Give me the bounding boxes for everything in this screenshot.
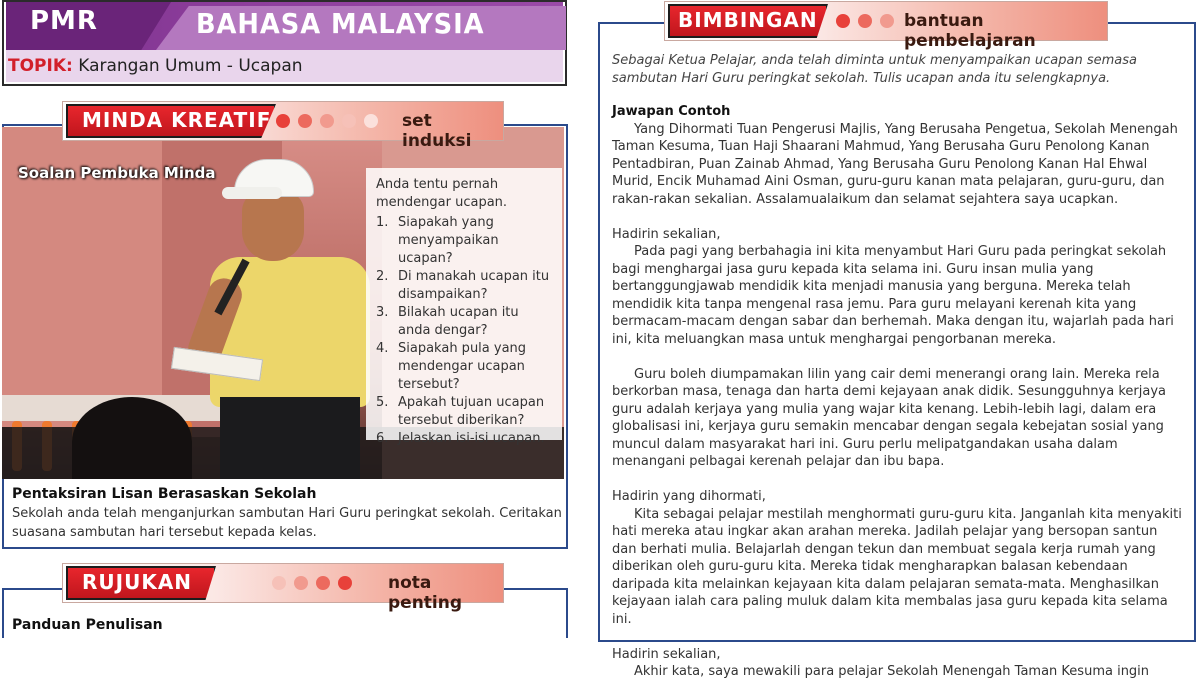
banner-dots bbox=[272, 576, 352, 590]
lisan-title: Pentaksiran Lisan Berasaskan Sekolah bbox=[12, 486, 317, 502]
speaker-figure bbox=[192, 157, 392, 479]
paragraph: Yang Dihormati Tuan Pengerusi Majlis, Yang Berusaha Pengetua, Sekolah Menengah Taman Kesuma, Tuan Haji Shaarani Mahmud, Yang Berusaha Guru Penolong Kanan Pentadbiran, Puan Zainab Ahmad, Yang Berusaha Guru Penolong Kanan Hal Ehwal Murid, Encik Muhamad Aini Osman, guru-guru kanan mata pelajaran, guru-guru, dan rakan-rakan sekalian. Assalamualaikum dan selamat sejahtera saya ucapkan. bbox=[612, 121, 1178, 207]
question-list bbox=[376, 214, 554, 448]
photo-caption: Soalan Pembuka Minda bbox=[18, 164, 216, 182]
answer-title: Jawapan Contoh bbox=[612, 104, 731, 119]
level-label: PMR bbox=[30, 6, 98, 36]
minda-title: MINDA KREATIF bbox=[82, 108, 272, 132]
banner-dots bbox=[836, 14, 894, 28]
paragraph: Akhir kata, saya mewakili para pelajar Sekolah Menengah Taman Kesuma ingin bbox=[634, 664, 1150, 679]
greeting: Hadirin sekalian, bbox=[612, 226, 721, 242]
question-item: 1. Siapakah yang menyampaikan ucapan? bbox=[376, 215, 499, 266]
question-item: 5. Apakah tujuan ucapan tersebut diberikan? bbox=[376, 395, 545, 428]
paragraph: Guru boleh diumpamakan lilin yang cair demi menerangi orang lain. Mereka rela berkorban masa, tenaga dan harta demi kejayaan anak didik. Sesungguhnya kerjaya guru adalah kerjaya yang mulia yang wajar kita kenang. Lebih-lebih lagi, dalam era globalisasi ini, kerjaya guru semakin mencabar dengan segala kebejatan sosial yang muncul dalam masyarakat hari ini. Guru perlu melipatgandakan usaha dalam menangani pelbagai kerenah pelajar dan ibu bapa. bbox=[612, 366, 1166, 469]
subject-title: BAHASA MALAYSIA bbox=[196, 7, 485, 40]
lisan-body: Sekolah anda telah menganjurkan sambutan Hari Guru peringkat sekolah. Ceritakan suasana sambutan hari tersebut kepada kelas. bbox=[12, 506, 562, 540]
question-item: 4. Siapakah pula yang mendengar ucapan tersebut? bbox=[376, 341, 527, 392]
question-box bbox=[366, 168, 562, 446]
rujukan-banner bbox=[62, 563, 504, 613]
paragraph: Pada pagi yang berbahagia ini kita menyambut Hari Guru pada peringkat sekolah bagi menghargai jasa guru kepada kita selama ini. Guru insan mulia yang bertanggungjawab mendidik kita menjadi manusia yang berguna. Mereka telah mendidik kita tanpa mengenal rasa jemu. Para guru melayani kerenah kita yang bermacam-macam dengan sabar dan berhemah. Maka dengan itu, wajarlah pada hari ini, kita meluangkan masa untuk menghargai pengorbanan mereka. bbox=[612, 244, 1174, 347]
minda-banner bbox=[62, 101, 504, 151]
panduan-title: Panduan Penulisan bbox=[12, 617, 163, 633]
essay-question: Sebagai Ketua Pelajar, anda telah diminta untuk menyampaikan ucapan semasa sambutan Hari Guru peringkat sekolah. Tulis ucapan anda itu selengkapnya. bbox=[612, 53, 1137, 86]
minda-subtitle: set induksi bbox=[402, 111, 472, 151]
bimbingan-banner bbox=[664, 1, 1108, 51]
greeting: Hadirin sekalian, bbox=[612, 646, 721, 662]
rujukan-subtitle: nota penting bbox=[388, 573, 463, 613]
question-intro: Anda tentu pernah mendengar ucapan. bbox=[376, 177, 508, 210]
question-item: 3. Bilakah ucapan itu anda dengar? bbox=[376, 305, 519, 338]
topic-label: TOPIK: bbox=[8, 56, 73, 76]
paragraph: Kita sebagai pelajar mestilah menghormati guru-guru kita. Janganlah kita menyakiti hati mereka atau ingkar akan arahan mereka. Jadilah pelajar yang bersopan santun dan berhati mulia. Belajarlah dengan tekun dan membuat segala kerja rumah yang diberikan oleh guru-guru kita. Mereka tidak mengharapkan balasan kebendaan daripada kita melainkan kejayaan kita dalam pelajaran semata-mata. Menghasilkan kejayaan ialah cara paling muluk dalam kita membalas jasa guru kepada kita selama ini. bbox=[612, 506, 1182, 627]
bimbingan-title: BIMBINGAN bbox=[678, 8, 818, 32]
greeting: Hadirin yang dihormati, bbox=[612, 489, 766, 504]
topic-line bbox=[8, 56, 303, 76]
rujukan-title: RUJUKAN bbox=[82, 570, 193, 594]
bimbingan-subtitle: bantuan pembelajaran bbox=[904, 11, 1036, 51]
question-item: 2. Di manakah ucapan itu disampaikan? bbox=[376, 269, 550, 302]
topic-value: Karangan Umum - Ucapan bbox=[78, 56, 303, 76]
banner-dots bbox=[276, 114, 378, 128]
bimbingan-text bbox=[612, 52, 1184, 681]
question-item: 6. Jelaskan isi-isi ucapan. bbox=[376, 431, 545, 446]
